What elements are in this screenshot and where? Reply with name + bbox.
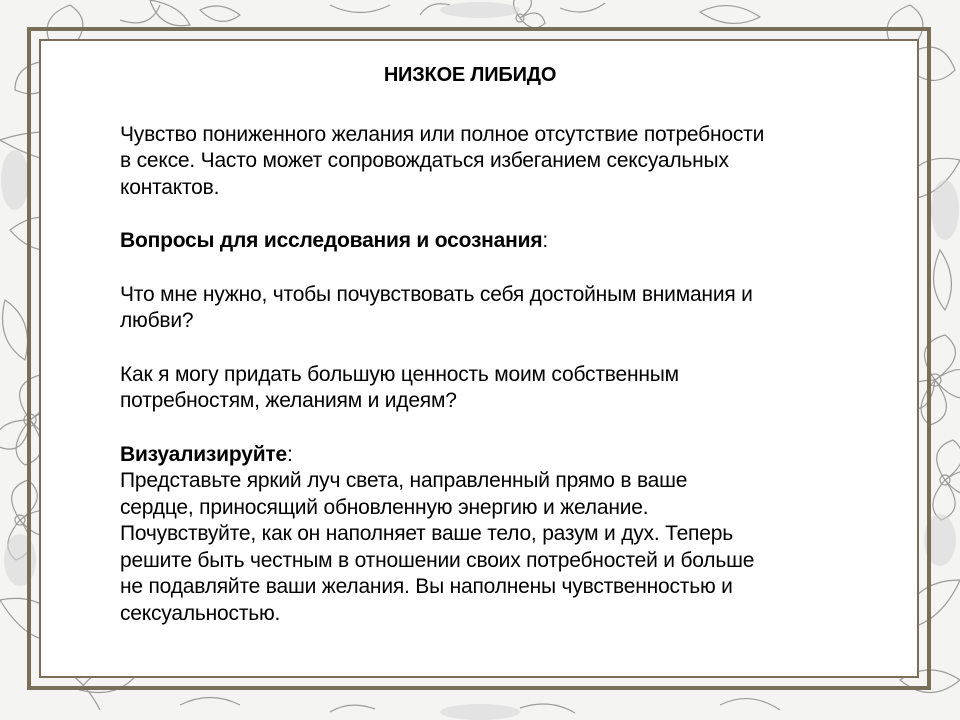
- questions-heading-colon: :: [542, 229, 549, 252]
- slide-content: [120, 62, 880, 627]
- visualize-heading-colon: :: [286, 442, 293, 466]
- question-1: Что мне нужно, чтобы почувствовать себя достойным внимания и любви?: [120, 282, 753, 332]
- visualize-paragraph: Представьте яркий луч света, направленный прямо в ваше сердце, приносящий обновленную энергию и желание. Почувствуйте, как он наполняет ваше тело, разум и дух. Теперь решите быть честным в отношении своих потребностей и больше не подавляйте ваши желания. Вы наполнены чувственностью и сексуальностью.: [120, 469, 755, 625]
- flower-icon: [514, 0, 545, 28]
- flower-icon: [933, 440, 960, 520]
- visualize-heading-line: [120, 442, 880, 469]
- visualize-heading: Визуализируйте: [120, 442, 287, 466]
- questions-heading-line: [120, 228, 880, 255]
- question-2: Как я могу придать большую ценность моим собственным потребностям, желаниям и идеям?: [120, 362, 679, 412]
- slide-title: НИЗКОЕ ЛИБИДО: [383, 64, 557, 86]
- description-paragraph: Чувство пониженного желания или полное отсутствие потребности в сексе. Часто может сопровождаться избеганием сексуальных контактов.: [120, 122, 765, 199]
- questions-heading: Вопросы для исследования и осознания: [120, 229, 543, 252]
